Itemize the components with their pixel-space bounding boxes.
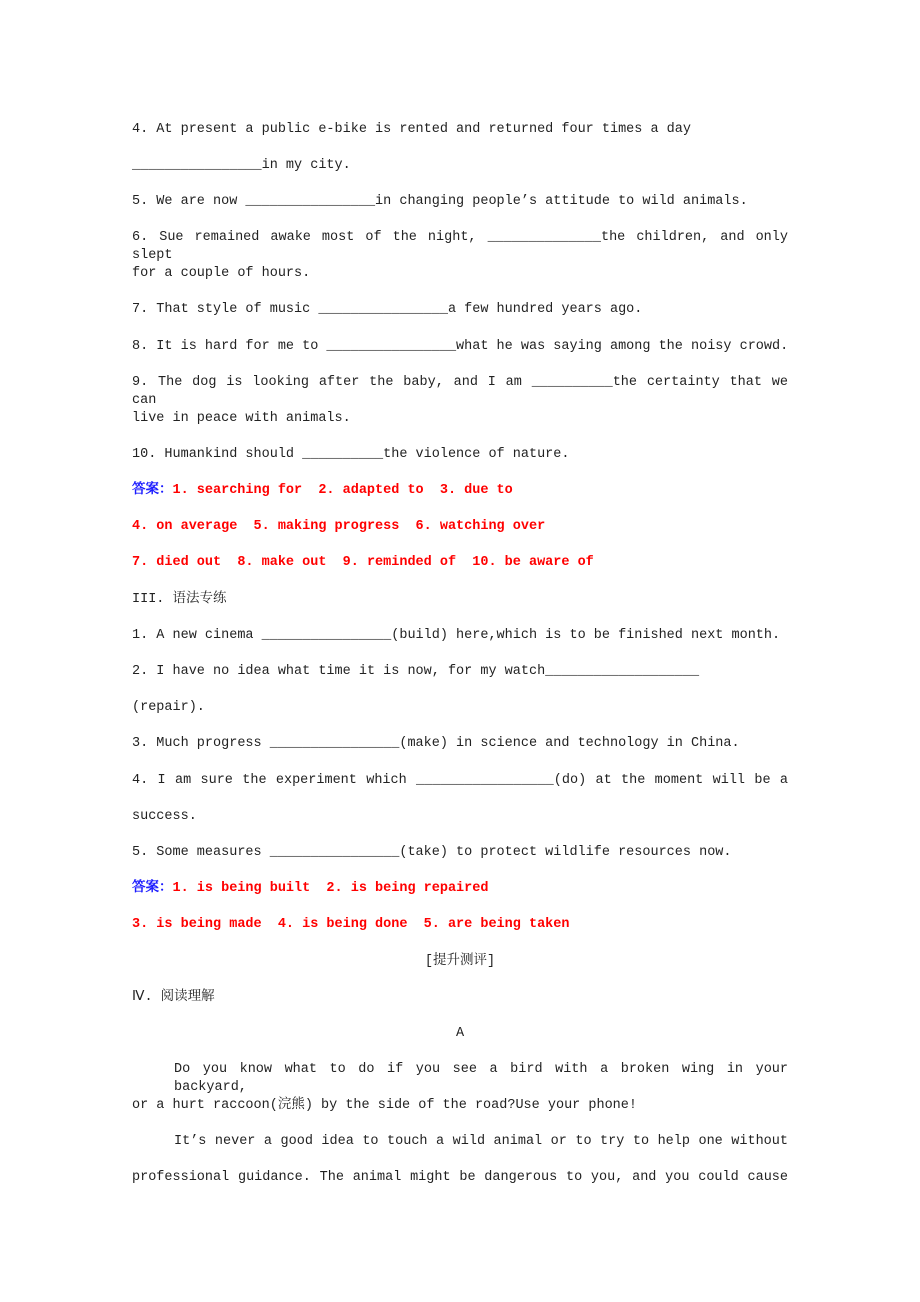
answer-label: 答案： bbox=[132, 483, 173, 498]
text-line bbox=[174, 1061, 788, 1097]
text-line bbox=[132, 735, 740, 753]
line-text: 4. on average 5. making progress 6. watching over bbox=[132, 519, 546, 534]
text-line bbox=[132, 808, 197, 826]
line-text: 7. That style of music ________________a few hundred years ago. bbox=[132, 302, 643, 317]
text-line bbox=[132, 663, 699, 681]
section-heading bbox=[132, 1025, 788, 1043]
text-line bbox=[132, 446, 569, 464]
line-text: 8. It is hard for me to ________________what he was saying among the noisy crowd. bbox=[132, 339, 789, 354]
text-line bbox=[132, 193, 748, 211]
line-text: Do you know what to do if you see a bird with a broken wing in your backyard, bbox=[174, 1062, 788, 1095]
text-line bbox=[132, 699, 205, 717]
line-text: or a hurt raccoon(浣熊) by the side of the road?Use your phone! bbox=[132, 1098, 637, 1113]
text-line bbox=[132, 157, 351, 175]
line-text: 1. searching for 2. adapted to 3. due to bbox=[172, 483, 513, 498]
text-line bbox=[132, 1097, 637, 1115]
line-text: 6. Sue remained awake most of the night, ______________the children, and only slept bbox=[132, 230, 788, 263]
answer-line bbox=[132, 554, 594, 572]
line-text: professional guidance. The animal might be dangerous to you, and you could cause bbox=[132, 1170, 788, 1185]
text-line bbox=[132, 229, 788, 265]
text-line bbox=[132, 374, 788, 410]
answer-line bbox=[132, 482, 513, 500]
line-text: 1. A new cinema ________________(build) here,which is to be finished next month. bbox=[132, 628, 781, 643]
line-text: 5. We are now ________________in changing people’s attitude to wild animals. bbox=[132, 194, 748, 209]
line-text: (repair). bbox=[132, 700, 205, 715]
text-line bbox=[132, 627, 780, 645]
line-text: 3. Much progress ________________(make) in science and technology in China. bbox=[132, 736, 740, 751]
text-line bbox=[132, 989, 215, 1007]
line-text: 1. is being built 2. is being repaired bbox=[172, 881, 489, 896]
text-line bbox=[132, 1169, 788, 1187]
text-line bbox=[132, 844, 732, 862]
text-line bbox=[132, 591, 227, 609]
line-text: live in peace with animals. bbox=[132, 411, 351, 426]
line-text: [提升测评] bbox=[424, 954, 496, 969]
answer-line bbox=[132, 518, 545, 536]
line-text: 3. is being made 4. is being done 5. are being taken bbox=[132, 917, 570, 932]
text-line bbox=[132, 410, 351, 428]
line-text: 5. Some measures ________________(take) to protect wildlife resources now. bbox=[132, 845, 732, 860]
line-text: A bbox=[455, 1026, 465, 1041]
line-text: 4. At present a public e-bike is rented and returned four times a day bbox=[132, 122, 691, 137]
line-text: 10. Humankind should __________the violence of nature. bbox=[132, 447, 570, 462]
line-text: 4. I am sure the experiment which _________________(do) at the moment will be a bbox=[132, 773, 788, 788]
line-text: for a couple of hours. bbox=[132, 266, 311, 281]
text-line bbox=[132, 338, 788, 356]
line-text: III. 语法专练 bbox=[132, 592, 227, 607]
line-text: success. bbox=[132, 809, 197, 824]
text-line bbox=[132, 265, 310, 283]
answer-label: 答案： bbox=[132, 881, 173, 896]
section-heading bbox=[132, 953, 788, 971]
line-text: It’s never a good idea to touch a wild animal or to try to help one without bbox=[174, 1134, 788, 1149]
line-text: Ⅳ. 阅读理解 bbox=[132, 990, 215, 1005]
answer-line bbox=[132, 880, 488, 898]
answer-line bbox=[132, 916, 569, 934]
line-text: 2. I have no idea what time it is now, for my watch___________________ bbox=[132, 664, 700, 679]
text-line bbox=[132, 772, 788, 790]
line-text: 9. The dog is looking after the baby, and I am __________the certainty that we can bbox=[132, 375, 788, 408]
line-text: 7. died out 8. make out 9. reminded of 10. be aware of bbox=[132, 555, 594, 570]
text-line bbox=[132, 121, 691, 139]
text-line bbox=[174, 1133, 788, 1151]
line-text: ________________in my city. bbox=[132, 158, 351, 173]
text-line bbox=[132, 301, 642, 319]
